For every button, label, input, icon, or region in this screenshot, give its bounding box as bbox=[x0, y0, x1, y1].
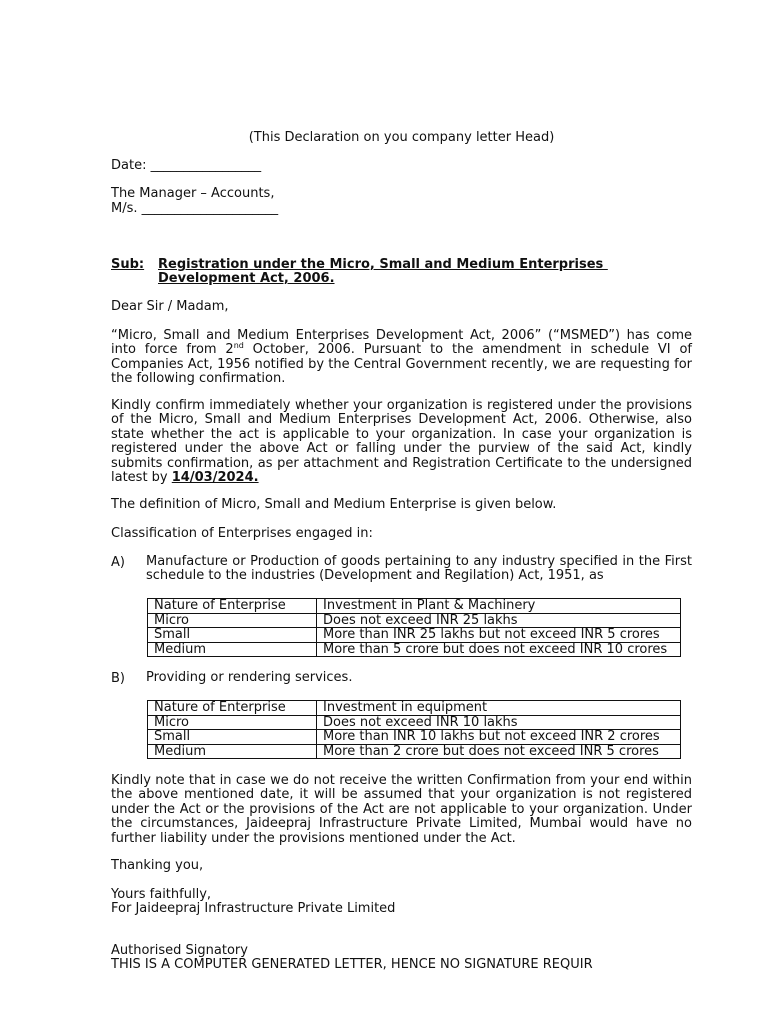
recipient-line-2: M/s. _____________________ bbox=[111, 201, 279, 216]
thanking: Thanking you, bbox=[111, 858, 204, 873]
table-row: Medium More than 5 crore but does not exceed INR 10 crores bbox=[148, 642, 681, 657]
subject-line-2: Development Act, 2006. bbox=[158, 271, 335, 286]
closing-line-2: For Jaideepraj Infrastructure Private Limited bbox=[111, 901, 396, 916]
paragraph-classification: Classification of Enterprises engaged in: bbox=[111, 526, 373, 541]
subject-line-1: Registration under the Micro, Small and Medium Enterprises bbox=[158, 257, 608, 272]
deadline-date: 14/03/2024. bbox=[171, 470, 259, 486]
superscript-nd: nd bbox=[233, 341, 244, 351]
paragraph-intro: “Micro, Small and Medium Enterprises Development Act, 2006” (“MSMED”) has come into force from 2nd October, 2006. Pursuant to the amendment in schedule VI of Companies Act, 1956 notified by the Central Government recently, we are requesting for the following confirmation. bbox=[111, 328, 692, 387]
table-row: Small More than INR 25 lakhs but not exceed INR 5 crores bbox=[148, 628, 681, 643]
table-row: Medium More than 2 crore but does not exceed INR 5 crores bbox=[148, 744, 681, 759]
table-row: Micro Does not exceed INR 10 lakhs bbox=[148, 715, 681, 730]
closing-line-1: Yours faithfully, bbox=[111, 887, 212, 902]
header-note: (This Declaration on you company letter Head) bbox=[248, 130, 555, 145]
table-row: Nature of Enterprise Investment in Plant & Machinery bbox=[148, 599, 681, 614]
footer-note: THIS IS A COMPUTER GENERATED LETTER, HENCE NO SIGNATURE REQUIR bbox=[111, 957, 593, 972]
section-a-letter: A) bbox=[111, 555, 125, 570]
paragraph-note: Kindly note that in case we do not receive the written Confirmation from your end within the above mentioned date, it will be assumed that your organization is not registered under the Act or the provisions of the Act are not applicable to your organization. Under the circumstances, Jaideepraj Infrastructure Private Limited, Mumbai would have no further liability under the provisions mentioned under the Act. bbox=[111, 773, 692, 846]
table-row: Micro Does not exceed INR 25 lakhs bbox=[148, 613, 681, 628]
section-b-letter: B) bbox=[111, 671, 125, 686]
subject-label: Sub: bbox=[111, 257, 145, 272]
paragraph-definition: The definition of Micro, Small and Medium Enterprise is given below. bbox=[111, 497, 557, 512]
paragraph-request: Kindly confirm immediately whether your organization is registered under the provisions of the Micro, Small and Medium Enterprises Development Act, 2006. Otherwise, also state whether the act is applicable to your organization. In case your organization is registered under the above Act or falling under the purview of the said Act, kindly submits confirmation, as per attachment and Registration Certificate to the undersigned latest by 14/03/2024. bbox=[111, 398, 692, 486]
table-services bbox=[147, 700, 681, 759]
section-b-text: Providing or rendering services. bbox=[146, 670, 353, 685]
table-row: Small More than INR 10 lakhs but not exceed INR 2 crores bbox=[148, 730, 681, 745]
salutation: Dear Sir / Madam, bbox=[111, 299, 229, 314]
signatory: Authorised Signatory bbox=[111, 943, 248, 958]
table-row: Nature of Enterprise Investment in equipment bbox=[148, 701, 681, 716]
date-line: Date: _________________ bbox=[111, 158, 262, 173]
table-manufacturing bbox=[147, 598, 681, 657]
section-a-text: Manufacture or Production of goods pertaining to any industry specified in the First schedule to the industries (Development and Regilation) Act, 1951, as bbox=[146, 554, 692, 584]
recipient-line-1: The Manager – Accounts, bbox=[111, 186, 275, 201]
